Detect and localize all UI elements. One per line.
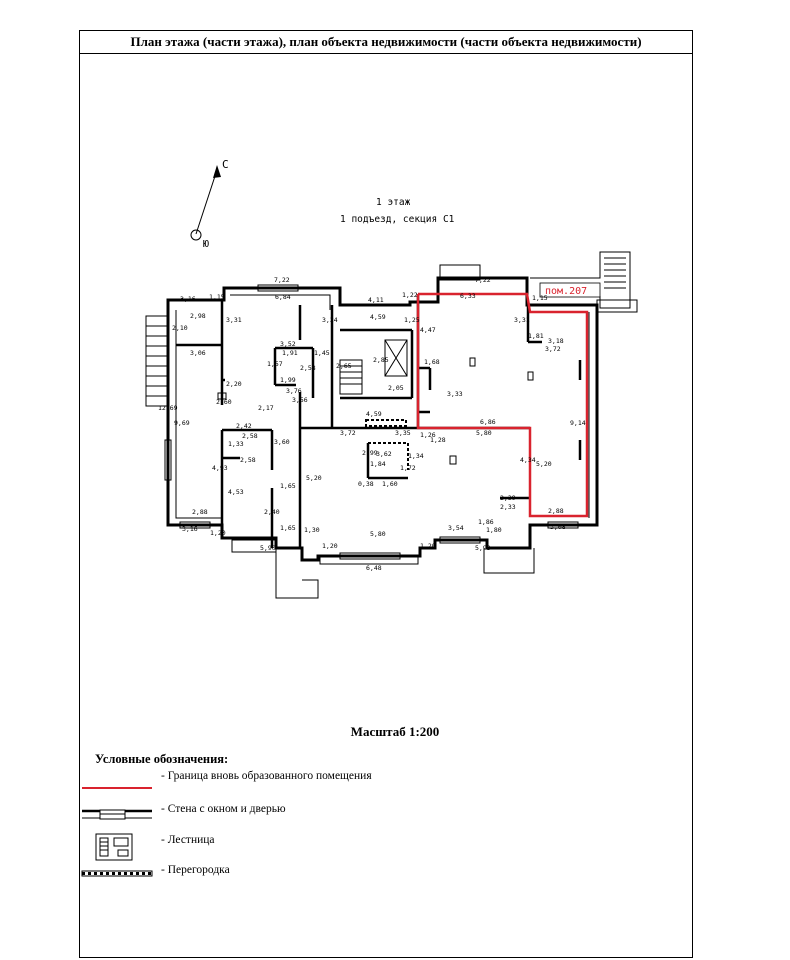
dim-label: 3,60 <box>274 438 290 446</box>
dim-label: 1,20 <box>210 529 226 537</box>
dim-label: 3,72 <box>340 429 356 437</box>
dim-label: 4,47 <box>420 326 436 334</box>
dim-label: 6,86 <box>480 418 496 426</box>
dim-label: 7,22 <box>475 276 491 284</box>
dim-label: 1,28 <box>430 436 446 444</box>
stair-legend-icon <box>96 834 132 860</box>
legend-wall-swatch <box>82 810 152 819</box>
dim-label: 2,88 <box>548 507 564 515</box>
dim-label: 3,72 <box>545 345 561 353</box>
dim-label: 2,58 <box>240 456 256 464</box>
page-title: План этажа (части этажа), план объекта недвижимости (части объекта недвижимости) <box>130 33 642 49</box>
dim-label: 2,65 <box>336 362 352 370</box>
dim-label: 9,14 <box>570 419 586 427</box>
legend-item-partition: - Перегородка <box>161 864 230 876</box>
dim-label: 5,90 <box>260 544 276 552</box>
dim-label: 2,88 <box>192 508 208 516</box>
dim-label: 1,81 <box>528 332 544 340</box>
dim-label: 2,99 <box>362 449 378 457</box>
room-tag: пом.207 <box>545 286 588 297</box>
dim-label: 4,53 <box>228 488 244 496</box>
dim-label: 2,85 <box>373 356 389 364</box>
dim-label: 1,68 <box>424 358 440 366</box>
dim-label: 7,22 <box>274 276 290 284</box>
dim-label: 5,93 <box>475 544 491 552</box>
dim-label: 9,69 <box>174 419 190 427</box>
dim-label: 2,58 <box>242 432 258 440</box>
dim-label: 3,62 <box>376 450 392 458</box>
dim-label: 4,11 <box>368 296 384 304</box>
dim-label: 5,20 <box>306 474 322 482</box>
dim-label: 1,20 <box>322 542 338 550</box>
compass-icon <box>191 165 221 240</box>
floor-label: 1 этаж <box>376 197 411 208</box>
dim-label: 6,33 <box>460 292 476 300</box>
dim-label: 2,33 <box>500 503 516 511</box>
dim-label: 1,33 <box>228 440 244 448</box>
legend-title: Условные обозначения: <box>95 752 229 766</box>
legend-partition-swatch <box>82 871 152 876</box>
dim-label: 2,20 <box>226 380 242 388</box>
dim-label: 3,31 <box>514 316 530 324</box>
dim-label: 3,35 <box>395 429 411 437</box>
dim-label: 3,31 <box>226 316 242 324</box>
dim-label: 1,86 <box>478 518 494 526</box>
legend-item-boundary: - Граница вновь образованного помещения <box>161 770 372 782</box>
stair-topright-icon <box>440 252 637 312</box>
dim-label: 1,65 <box>280 524 296 532</box>
dim-label: 3,76 <box>286 387 302 395</box>
compass-north-label: С <box>222 158 229 171</box>
dim-label: 1,22 <box>402 291 418 299</box>
dim-label: 3,16 <box>182 525 198 533</box>
scale-label: Масштаб 1:200 <box>350 724 440 739</box>
dim-label: 2,39 <box>500 494 516 502</box>
dim-label: 1,15 <box>532 294 548 302</box>
dim-label: 2,40 <box>264 508 280 516</box>
dim-label: 2,60 <box>216 398 232 406</box>
dim-label: 4,59 <box>366 410 382 418</box>
dim-label: 2,17 <box>258 404 274 412</box>
new-premises-boundary <box>418 294 587 516</box>
dim-label: 1,99 <box>280 376 296 384</box>
dim-label: 3,08 <box>550 523 566 531</box>
dim-label: 3,52 <box>280 340 296 348</box>
dim-label: 3,16 <box>180 295 196 303</box>
dim-label: 4,34 <box>520 456 536 464</box>
dim-label: 12,69 <box>158 404 178 412</box>
dim-label: 1,60 <box>382 480 398 488</box>
legend-item-wall: - Стена с окном и дверью <box>161 803 286 815</box>
dim-label: 3,54 <box>448 524 464 532</box>
dim-label: 1,34 <box>408 452 424 460</box>
compass-south-label: Ю <box>203 239 210 250</box>
dim-label: 5,80 <box>370 530 386 538</box>
dim-label: 5,80 <box>476 429 492 437</box>
dim-label: 2,58 <box>300 364 316 372</box>
dim-label: 6,48 <box>366 564 382 572</box>
dim-label: 2,98 <box>190 312 206 320</box>
section-label: 1 подъезд, секция С1 <box>340 214 455 225</box>
dim-label: 3,06 <box>190 349 206 357</box>
dim-label: 4,59 <box>370 313 386 321</box>
window-marks <box>165 285 578 559</box>
dim-label: 1,84 <box>370 460 386 468</box>
dim-label: 3,33 <box>447 390 463 398</box>
stair-left-icon <box>146 316 168 406</box>
dim-label: 6,84 <box>275 293 291 301</box>
dim-label: 0,38 <box>358 480 374 488</box>
dim-label: 4,93 <box>212 464 228 472</box>
dim-label: 3,56 <box>292 396 308 404</box>
legend-item-stair: - Лестница <box>161 834 215 846</box>
dim-label: 3,24 <box>322 316 338 324</box>
dim-label: 1,15 <box>209 293 225 301</box>
dim-label: 3,18 <box>548 337 564 345</box>
dim-label: 1,57 <box>267 360 283 368</box>
dim-label: 1,72 <box>400 464 416 472</box>
dim-label: 1,91 <box>282 349 298 357</box>
dim-label: 1,45 <box>314 349 330 357</box>
dim-label: 1,30 <box>304 526 320 534</box>
dim-label: 1,80 <box>486 526 502 534</box>
dim-label: 1,65 <box>280 482 296 490</box>
dim-label: 1,26 <box>420 431 436 439</box>
dim-label: 1,25 <box>404 316 420 324</box>
dim-label: 2,05 <box>388 384 404 392</box>
dim-label: 1,20 <box>420 542 436 550</box>
dim-label: 2,42 <box>236 422 252 430</box>
dim-label: 2,10 <box>172 324 188 332</box>
dim-label: 5,20 <box>536 460 552 468</box>
